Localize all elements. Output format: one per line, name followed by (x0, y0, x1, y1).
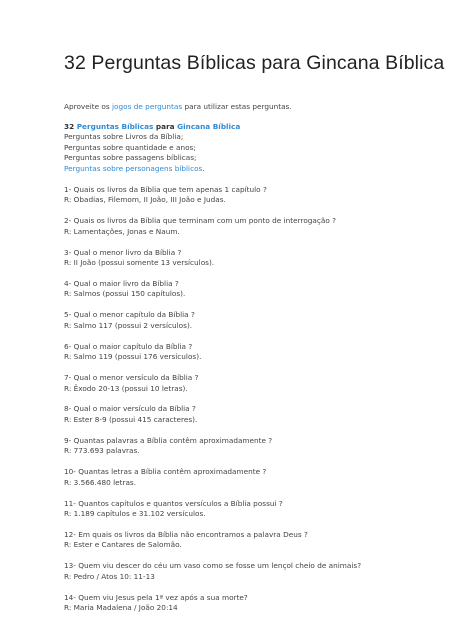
qa-item-5 (64, 310, 434, 331)
topics-block (64, 122, 434, 175)
question: 12- Em quais os livros da Bíblia não encontramos a palavra Deus ? (64, 529, 308, 539)
question: 7- Qual o menor versículo da Bíblia ? (64, 373, 199, 382)
question: 5- Qual o menor capítulo da Bíblia ? (64, 310, 195, 320)
intro-suffix: para utilizar estas perguntas. (182, 102, 292, 111)
heading-mid: para (153, 121, 178, 131)
question: 14- Quem viu Jesus pela 1ª vez após a sua morte? (64, 592, 248, 602)
topic-item: Perguntas sobre Livros da Bíblia; (64, 132, 184, 142)
answer: R: 773.693 palavras. (64, 446, 140, 456)
answer: R: Pedro / Atos 10: 11-13 (64, 571, 155, 581)
topic-item (64, 164, 434, 175)
question: 10- Quantas letras a Bíblia contêm aproximadamente ? (64, 467, 267, 477)
qa-item-8 (64, 404, 434, 425)
answer: R: Lamentações, Jonas e Naum. (64, 226, 180, 236)
intro-paragraph (64, 102, 434, 113)
question: 4- Qual o maior livro da Bíblia ? (64, 278, 179, 288)
question: 3- Qual o menor livro da Bíblia ? (64, 247, 182, 257)
answer: R: II João (possui somente 13 versículos). (64, 258, 215, 268)
answer: R: 1.189 capítulos e 31.102 versículos. (64, 509, 206, 519)
answer: R: Obadias, Filemom, II João, III João e Judas. (64, 195, 226, 205)
topic-item: Perguntas sobre quantidade e anos; (64, 142, 196, 152)
qa-item-10 (64, 467, 434, 488)
qa-item-2 (64, 216, 434, 237)
question: 8- Qual o maior versículo da Bíblia ? (64, 404, 196, 414)
intro-link[interactable]: jogos de perguntas (112, 102, 183, 111)
topic-link-personagens[interactable]: Perguntas sobre personagens bíblicos (64, 163, 203, 173)
topic-link-suffix: . (202, 163, 205, 173)
answer: R: Ester 8-9 (possui 415 caracteres). (64, 414, 198, 424)
heading-number: 32 (64, 121, 77, 131)
section-heading (64, 122, 434, 133)
qa-item-14 (64, 593, 434, 614)
qa-item-11 (64, 499, 434, 520)
question: 6- Qual o maior capítulo da Bíblia ? (64, 341, 193, 351)
qa-item-4 (64, 279, 434, 300)
question: 9- Quantas palavras a Bíblia contêm aproximadamente ? (64, 435, 273, 445)
qa-item-9 (64, 436, 434, 457)
answer: R: Salmo 119 (possui 176 versículos). (64, 352, 202, 362)
heading-link-gincana[interactable]: Gincana Bíblica (177, 121, 241, 131)
document-page (64, 52, 445, 614)
answer: R: Ester e Cantares de Salomão. (64, 540, 182, 550)
answer: R: Maria Madalena / João 20:14 (64, 603, 178, 613)
question: 13- Quem viu descer do céu um vaso como se fosse um lençol cheio de animais? (64, 561, 362, 571)
qa-item-3 (64, 248, 434, 269)
page-title: 32 Perguntas Bíblicas para Gincana Bíblica (64, 52, 445, 74)
qa-item-13 (64, 561, 434, 582)
heading-link-perguntas[interactable]: Perguntas Bíblicas (76, 121, 154, 131)
topic-item: Perguntas sobre passagens bíblicas; (64, 153, 197, 163)
answer: R: Êxodo 20-13 (possui 10 letras). (64, 383, 188, 393)
qa-item-6 (64, 342, 434, 363)
question: 11- Quantos capítulos e quantos versículos a Bíblia possui ? (64, 498, 283, 508)
intro-prefix: Aproveite os (64, 102, 113, 111)
question: 2- Quais os livros da Bíblia que terminam com um ponto de interrogação ? (64, 216, 337, 226)
answer: R: 3.566.480 letras. (64, 477, 137, 487)
qa-item-12 (64, 530, 434, 551)
answer: R: Salmo 117 (possui 2 versículos). (64, 320, 193, 330)
qa-item-7 (64, 373, 434, 394)
qa-item-1 (64, 185, 434, 206)
question: 1- Quais os livros da Bíblia que tem apenas 1 capítulo ? (64, 184, 267, 194)
answer: R: Salmos (possui 150 capítulos). (64, 289, 186, 299)
